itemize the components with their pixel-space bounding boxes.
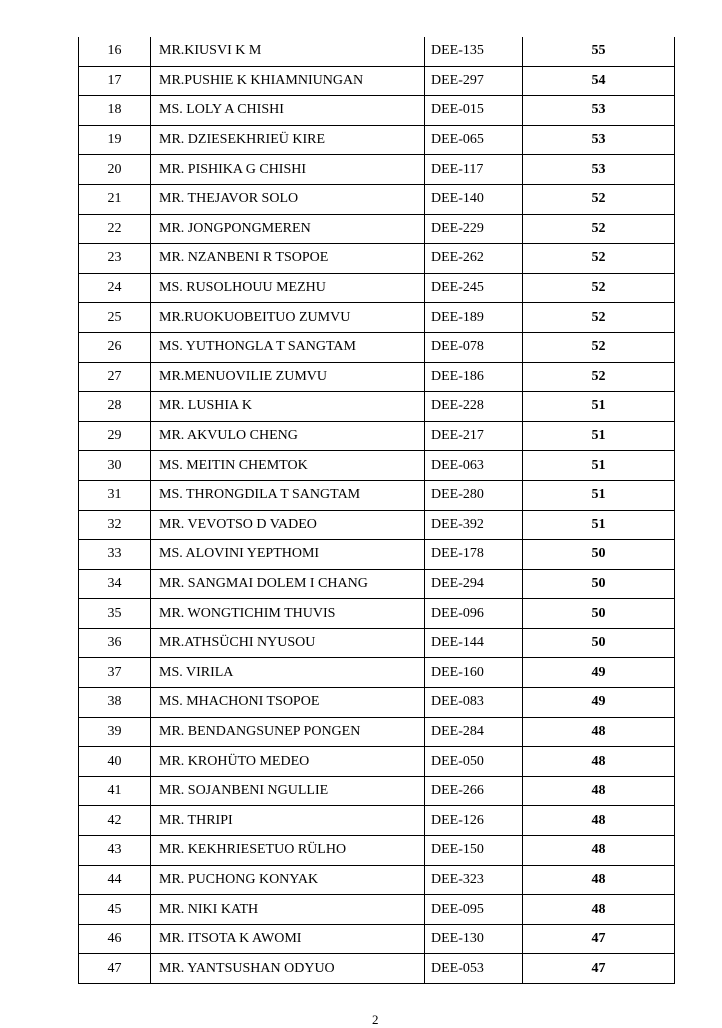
serial-number-cell: 32 xyxy=(79,510,151,540)
serial-number-cell: 38 xyxy=(79,688,151,718)
marks-cell: 51 xyxy=(523,451,675,481)
table-row xyxy=(79,924,675,954)
table-row xyxy=(79,895,675,925)
roll-number-cell: DEE-050 xyxy=(425,747,523,777)
marks-cell: 54 xyxy=(523,66,675,96)
roll-number-cell: DEE-189 xyxy=(425,303,523,333)
candidate-name-cell: MR. THEJAVOR SOLO xyxy=(151,184,425,214)
candidate-name-cell: MR. KROHÜTO MEDEO xyxy=(151,747,425,777)
marks-cell: 52 xyxy=(523,184,675,214)
table-row xyxy=(79,244,675,274)
table-row xyxy=(79,510,675,540)
serial-number-cell: 30 xyxy=(79,451,151,481)
marks-cell: 48 xyxy=(523,776,675,806)
candidate-name-cell: MR.ATHSÜCHI NYUSOU xyxy=(151,628,425,658)
marks-cell: 50 xyxy=(523,540,675,570)
roll-number-cell: DEE-083 xyxy=(425,688,523,718)
candidate-name-cell: MR. JONGPONGMEREN xyxy=(151,214,425,244)
roll-number-cell: DEE-266 xyxy=(425,776,523,806)
marks-cell: 53 xyxy=(523,96,675,126)
marks-cell: 47 xyxy=(523,924,675,954)
candidate-name-cell: MR. NIKI KATH xyxy=(151,895,425,925)
candidate-name-cell: MR. BENDANGSUNEP PONGEN xyxy=(151,717,425,747)
serial-number-cell: 41 xyxy=(79,776,151,806)
marks-cell: 50 xyxy=(523,569,675,599)
roll-number-cell: DEE-096 xyxy=(425,599,523,629)
candidate-name-cell: MR. KEKHRIESETUO RÜLHO xyxy=(151,836,425,866)
serial-number-cell: 39 xyxy=(79,717,151,747)
table-row xyxy=(79,806,675,836)
marks-cell: 47 xyxy=(523,954,675,984)
table-row xyxy=(79,569,675,599)
marks-cell: 52 xyxy=(523,332,675,362)
serial-number-cell: 28 xyxy=(79,392,151,422)
candidate-name-cell: MR. THRIPI xyxy=(151,806,425,836)
serial-number-cell: 36 xyxy=(79,628,151,658)
table-row xyxy=(79,776,675,806)
candidate-name-cell: MR. LUSHIA K xyxy=(151,392,425,422)
marks-cell: 52 xyxy=(523,273,675,303)
table-row xyxy=(79,836,675,866)
serial-number-cell: 31 xyxy=(79,480,151,510)
serial-number-cell: 16 xyxy=(79,37,151,66)
roll-number-cell: DEE-160 xyxy=(425,658,523,688)
table-row xyxy=(79,628,675,658)
marks-cell: 48 xyxy=(523,895,675,925)
table-row xyxy=(79,96,675,126)
candidate-name-cell: MR. NZANBENI R TSOPOE xyxy=(151,244,425,274)
roll-number-cell: DEE-392 xyxy=(425,510,523,540)
table-row xyxy=(79,155,675,185)
serial-number-cell: 17 xyxy=(79,66,151,96)
serial-number-cell: 27 xyxy=(79,362,151,392)
table-row xyxy=(79,658,675,688)
roll-number-cell: DEE-228 xyxy=(425,392,523,422)
serial-number-cell: 29 xyxy=(79,421,151,451)
marks-cell: 49 xyxy=(523,688,675,718)
serial-number-cell: 23 xyxy=(79,244,151,274)
marks-cell: 48 xyxy=(523,806,675,836)
roll-number-cell: DEE-063 xyxy=(425,451,523,481)
candidate-name-cell: MR.KIUSVI K M xyxy=(151,37,425,66)
candidate-name-cell: MR.MENUOVILIE ZUMVU xyxy=(151,362,425,392)
marks-cell: 52 xyxy=(523,303,675,333)
marks-cell: 53 xyxy=(523,155,675,185)
roll-number-cell: DEE-217 xyxy=(425,421,523,451)
marks-cell: 52 xyxy=(523,362,675,392)
candidate-name-cell: MR. ITSOTA K AWOMI xyxy=(151,924,425,954)
table-row xyxy=(79,451,675,481)
roll-number-cell: DEE-297 xyxy=(425,66,523,96)
marks-cell: 51 xyxy=(523,480,675,510)
table-row xyxy=(79,480,675,510)
roll-number-cell: DEE-095 xyxy=(425,895,523,925)
marks-cell: 51 xyxy=(523,392,675,422)
serial-number-cell: 37 xyxy=(79,658,151,688)
serial-number-cell: 22 xyxy=(79,214,151,244)
candidate-name-cell: MS. THRONGDILA T SANGTAM xyxy=(151,480,425,510)
results-table-body xyxy=(79,37,675,984)
table-row xyxy=(79,954,675,984)
serial-number-cell: 19 xyxy=(79,125,151,155)
roll-number-cell: DEE-015 xyxy=(425,96,523,126)
candidate-name-cell: MR. YANTSUSHAN ODYUO xyxy=(151,954,425,984)
candidate-name-cell: MR.PUSHIE K KHIAMNIUNGAN xyxy=(151,66,425,96)
table-row xyxy=(79,747,675,777)
roll-number-cell: DEE-262 xyxy=(425,244,523,274)
roll-number-cell: DEE-140 xyxy=(425,184,523,214)
serial-number-cell: 44 xyxy=(79,865,151,895)
roll-number-cell: DEE-144 xyxy=(425,628,523,658)
serial-number-cell: 34 xyxy=(79,569,151,599)
roll-number-cell: DEE-078 xyxy=(425,332,523,362)
candidate-name-cell: MR. SANGMAI DOLEM I CHANG xyxy=(151,569,425,599)
marks-cell: 48 xyxy=(523,747,675,777)
roll-number-cell: DEE-126 xyxy=(425,806,523,836)
serial-number-cell: 18 xyxy=(79,96,151,126)
table-row xyxy=(79,125,675,155)
roll-number-cell: DEE-323 xyxy=(425,865,523,895)
marks-cell: 48 xyxy=(523,717,675,747)
candidate-name-cell: MR. SOJANBENI NGULLIE xyxy=(151,776,425,806)
roll-number-cell: DEE-186 xyxy=(425,362,523,392)
roll-number-cell: DEE-065 xyxy=(425,125,523,155)
table-row xyxy=(79,599,675,629)
table-row xyxy=(79,37,675,66)
table-row xyxy=(79,184,675,214)
candidate-name-cell: MR. PUCHONG KONYAK xyxy=(151,865,425,895)
serial-number-cell: 42 xyxy=(79,806,151,836)
serial-number-cell: 24 xyxy=(79,273,151,303)
marks-cell: 52 xyxy=(523,244,675,274)
serial-number-cell: 40 xyxy=(79,747,151,777)
page-number: 2 xyxy=(372,1012,379,1027)
table-row xyxy=(79,688,675,718)
table-row xyxy=(79,421,675,451)
candidate-name-cell: MS. LOLY A CHISHI xyxy=(151,96,425,126)
candidate-name-cell: MS. YUTHONGLA T SANGTAM xyxy=(151,332,425,362)
marks-cell: 50 xyxy=(523,628,675,658)
marks-cell: 53 xyxy=(523,125,675,155)
candidate-name-cell: MS. MHACHONI TSOPOE xyxy=(151,688,425,718)
table-row xyxy=(79,214,675,244)
roll-number-cell: DEE-280 xyxy=(425,480,523,510)
marks-cell: 51 xyxy=(523,510,675,540)
serial-number-cell: 47 xyxy=(79,954,151,984)
table-row xyxy=(79,865,675,895)
candidate-name-cell: MS. ALOVINI YEPTHOMI xyxy=(151,540,425,570)
marks-cell: 55 xyxy=(523,37,675,66)
table-row xyxy=(79,332,675,362)
serial-number-cell: 35 xyxy=(79,599,151,629)
candidate-name-cell: MR. PISHIKA G CHISHI xyxy=(151,155,425,185)
roll-number-cell: DEE-284 xyxy=(425,717,523,747)
serial-number-cell: 21 xyxy=(79,184,151,214)
table-row xyxy=(79,273,675,303)
marks-cell: 50 xyxy=(523,599,675,629)
roll-number-cell: DEE-150 xyxy=(425,836,523,866)
table-row xyxy=(79,540,675,570)
roll-number-cell: DEE-117 xyxy=(425,155,523,185)
serial-number-cell: 43 xyxy=(79,836,151,866)
roll-number-cell: DEE-053 xyxy=(425,954,523,984)
candidate-name-cell: MS. VIRILA xyxy=(151,658,425,688)
roll-number-cell: DEE-294 xyxy=(425,569,523,599)
roll-number-cell: DEE-135 xyxy=(425,37,523,66)
table-row xyxy=(79,362,675,392)
results-table xyxy=(78,37,675,984)
candidate-name-cell: MR. WONGTICHIM THUVIS xyxy=(151,599,425,629)
table-row xyxy=(79,66,675,96)
marks-cell: 48 xyxy=(523,865,675,895)
roll-number-cell: DEE-130 xyxy=(425,924,523,954)
candidate-name-cell: MS. MEITIN CHEMTOK xyxy=(151,451,425,481)
marks-cell: 49 xyxy=(523,658,675,688)
candidate-name-cell: MR.RUOKUOBEITUO ZUMVU xyxy=(151,303,425,333)
serial-number-cell: 45 xyxy=(79,895,151,925)
roll-number-cell: DEE-178 xyxy=(425,540,523,570)
serial-number-cell: 33 xyxy=(79,540,151,570)
marks-cell: 52 xyxy=(523,214,675,244)
serial-number-cell: 26 xyxy=(79,332,151,362)
candidate-name-cell: MR. DZIESEKHRIEÜ KIRE xyxy=(151,125,425,155)
roll-number-cell: DEE-229 xyxy=(425,214,523,244)
table-row xyxy=(79,392,675,422)
serial-number-cell: 20 xyxy=(79,155,151,185)
serial-number-cell: 46 xyxy=(79,924,151,954)
marks-cell: 48 xyxy=(523,836,675,866)
serial-number-cell: 25 xyxy=(79,303,151,333)
table-row xyxy=(79,717,675,747)
candidate-name-cell: MR. VEVOTSO D VADEO xyxy=(151,510,425,540)
candidate-name-cell: MS. RUSOLHOUU MEZHU xyxy=(151,273,425,303)
marks-cell: 51 xyxy=(523,421,675,451)
table-row xyxy=(79,303,675,333)
candidate-name-cell: MR. AKVULO CHENG xyxy=(151,421,425,451)
roll-number-cell: DEE-245 xyxy=(425,273,523,303)
